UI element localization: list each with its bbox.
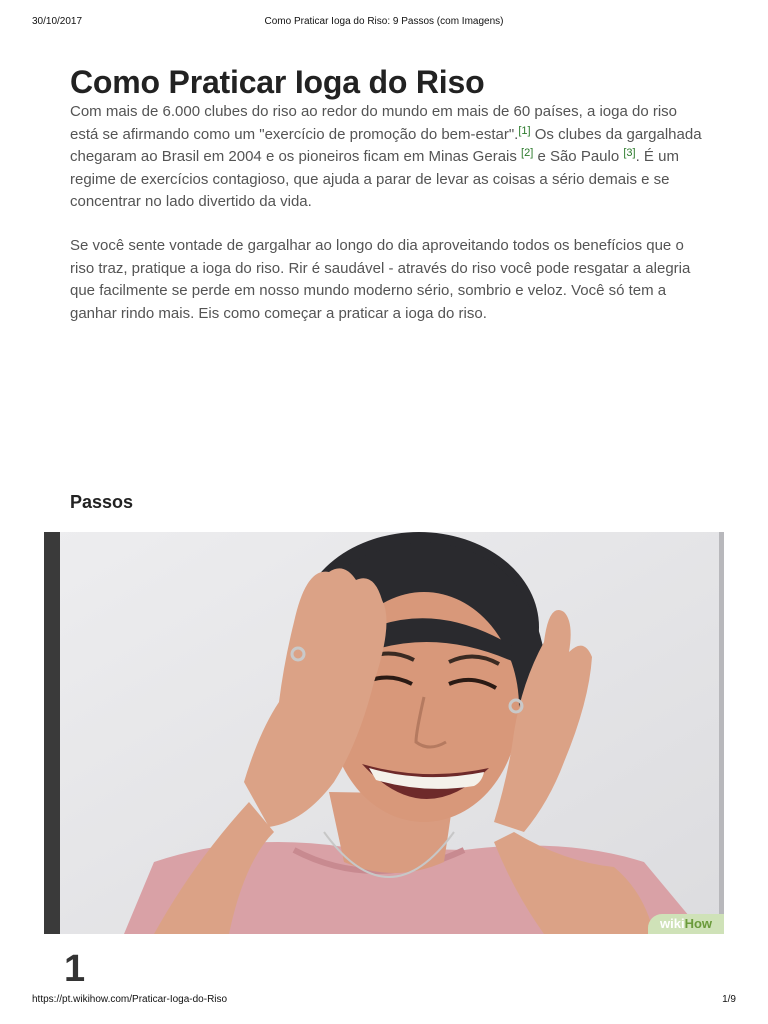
second-paragraph: Se você sente vontade de gargalhar ao longo do dia aproveitando todos os benefícios que o riso traz, pratique a ioga do riso. Rir é saudável - através do riso você pode resgatar a alegria que facilmente se perde em nosso mundo moderno sério, sombrio e veloz. Você só tem a ganhar rindo mais. Eis como começar a praticar a ioga do riso. <box>70 237 691 322</box>
section-title-steps: Passos <box>70 492 134 512</box>
intro-text-1: Com mais de 6.000 clubes do riso ao redor do mundo em mais de 60 países, a ioga do riso está se afirmando como um "exercício de promoção do bem-estar". <box>70 103 678 143</box>
print-footer <box>32 994 736 1008</box>
wikihow-watermark: wikiHow <box>648 914 724 934</box>
print-url: https://pt.wikihow.com/Praticar-Ioga-do-Riso <box>32 994 228 1005</box>
print-page-title: Como Praticar Ioga do Riso: 9 Passos (com Imagens) <box>264 16 504 27</box>
print-header <box>32 16 736 30</box>
reference-link-3[interactable]: [3] <box>623 147 636 159</box>
article-title: Como Praticar Ioga do Riso <box>70 64 485 100</box>
step-number: 1 <box>64 948 86 990</box>
intro-paragraph <box>70 101 704 214</box>
reference-link-1[interactable]: [1] <box>518 124 531 137</box>
reference-link-2[interactable]: [2] <box>521 147 534 159</box>
page-counter: 1/9 <box>722 994 736 1005</box>
intro-text-4: . É um regime de exercícios contagioso, que ajuda a parar de levar as coisas a sério demais e se concentrar no lado divertido da vida. <box>70 148 679 210</box>
print-date: 30/10/2017 <box>32 16 83 27</box>
laughing-woman-illustration <box>44 532 724 934</box>
step-1-image <box>44 532 724 934</box>
intro-text-3: e São Paulo <box>533 148 624 165</box>
intro-text-2: Os clubes da gargalhada chegaram ao Brasil em 2004 e os pioneiros ficam em Minas Gerais <box>70 125 702 165</box>
